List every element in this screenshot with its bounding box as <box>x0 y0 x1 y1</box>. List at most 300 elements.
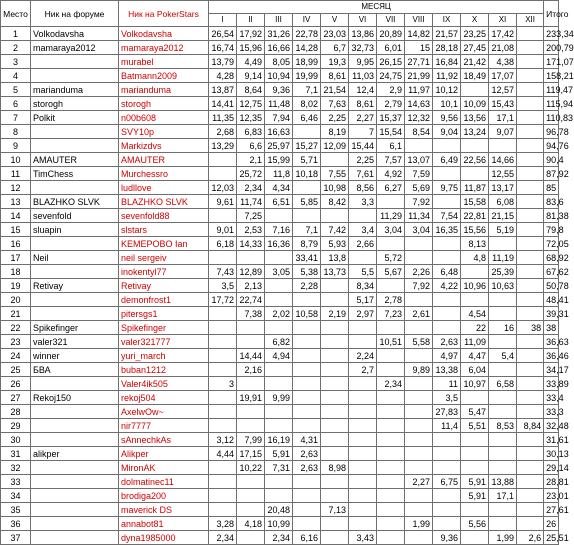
month-value-cell: 9,36 <box>265 83 293 97</box>
month-value-cell <box>237 377 265 391</box>
month-value-cell <box>209 503 237 517</box>
month-value-cell: 15,37 <box>377 111 405 125</box>
month-value-cell <box>405 321 433 335</box>
month-value-cell <box>209 307 237 321</box>
forum-nick-cell: BLAZHKO SLVK <box>31 195 119 209</box>
table-row <box>1 279 559 293</box>
table-row <box>1 209 559 223</box>
month-value-cell <box>405 405 433 419</box>
month-value-cell: 12,32 <box>405 111 433 125</box>
forum-nick-cell: Rekoj150 <box>31 391 119 405</box>
month-value-cell: 7,16 <box>265 223 293 237</box>
place-cell: 3 <box>1 55 31 69</box>
month-value-cell <box>321 405 349 419</box>
month-value-cell: 11,35 <box>209 111 237 125</box>
pokerstars-nick-cell: Alikper <box>119 447 209 461</box>
month-value-cell: 9,95 <box>349 55 377 69</box>
month-value-cell <box>265 209 293 223</box>
month-value-cell <box>461 447 489 461</box>
month-value-cell: 11,19 <box>489 251 517 265</box>
total-cell: 39,31 <box>544 307 559 321</box>
pokerstars-nick-cell: murabel <box>119 55 209 69</box>
month-value-cell: 2,63 <box>293 461 321 475</box>
table-row <box>1 83 559 97</box>
pokerstars-nick-cell: n00b608 <box>119 111 209 125</box>
month-value-cell: 7,63 <box>321 97 349 111</box>
pokerstars-nick-cell: valer321777 <box>119 335 209 349</box>
month-value-cell: 4,38 <box>489 55 517 69</box>
pokerstars-nick-cell: Batmann2009 <box>119 69 209 83</box>
month-value-cell <box>433 503 461 517</box>
month-value-cell: 9,89 <box>405 363 433 377</box>
month-value-cell <box>377 405 405 419</box>
forum-nick-cell <box>31 265 119 279</box>
month-value-cell: 13,56 <box>461 111 489 125</box>
month-value-cell <box>321 377 349 391</box>
month-value-cell <box>265 251 293 265</box>
month-value-cell: 11,4 <box>433 419 461 433</box>
table-row <box>1 489 559 503</box>
month-value-cell <box>237 531 265 545</box>
month-value-cell: 5,91 <box>461 489 489 503</box>
month-value-cell <box>265 489 293 503</box>
month-value-cell <box>293 377 321 391</box>
month-value-cell: 21,99 <box>405 69 433 83</box>
month-value-cell: 15,99 <box>265 153 293 167</box>
pokerstars-nick-cell: yuri_march <box>119 349 209 363</box>
month-value-cell: 16,36 <box>265 237 293 251</box>
place-cell: 31 <box>1 447 31 461</box>
month-value-cell <box>209 335 237 349</box>
month-value-cell <box>377 433 405 447</box>
month-value-cell <box>293 419 321 433</box>
month-value-cell <box>517 41 544 55</box>
table-row <box>1 475 559 489</box>
pokerstars-nick-cell: MironAK <box>119 461 209 475</box>
table-row <box>1 265 559 279</box>
month-value-cell <box>461 293 489 307</box>
pokerstars-nick-cell: rekoj504 <box>119 391 209 405</box>
month-value-cell: 17,72 <box>209 293 237 307</box>
pokerstars-nick-cell: KEMEPOBO Ian <box>119 237 209 251</box>
month-value-cell: 6,46 <box>293 111 321 125</box>
month-value-cell: 10,94 <box>265 69 293 83</box>
month-value-cell <box>321 433 349 447</box>
month-value-cell <box>517 167 544 181</box>
month-value-cell: 13,8 <box>321 251 349 265</box>
month-value-cell: 2,34 <box>209 531 237 545</box>
month-value-cell <box>517 153 544 167</box>
month-value-cell: 31,26 <box>265 27 293 41</box>
month-value-cell: 5,91 <box>461 475 489 489</box>
month-value-cell: 11,92 <box>433 69 461 83</box>
month-value-cell: 9,01 <box>209 223 237 237</box>
month-value-cell: 4,94 <box>265 349 293 363</box>
pokerstars-nick-cell: Volkodavsha <box>119 27 209 41</box>
table-row <box>1 237 559 251</box>
month-value-cell <box>209 251 237 265</box>
month-value-cell: 14,63 <box>405 97 433 111</box>
month-value-cell <box>293 391 321 405</box>
total-cell: 30,13 <box>544 447 559 461</box>
month-value-cell <box>349 335 377 349</box>
month-value-cell <box>209 153 237 167</box>
month-value-cell: 5,17 <box>349 293 377 307</box>
month-value-cell <box>405 349 433 363</box>
place-cell: 9 <box>1 139 31 153</box>
month-value-cell: 21,08 <box>489 41 517 55</box>
month-value-cell <box>293 349 321 363</box>
month-value-cell: 32,73 <box>349 41 377 55</box>
month-value-cell <box>433 195 461 209</box>
month-value-cell <box>489 461 517 475</box>
month-value-cell: 16,63 <box>265 125 293 139</box>
header-month-11: XI <box>489 14 517 27</box>
month-value-cell: 2,78 <box>377 293 405 307</box>
month-value-cell <box>405 531 433 545</box>
month-value-cell: 6,49 <box>433 153 461 167</box>
place-cell: 6 <box>1 97 31 111</box>
forum-nick-cell: Volkodavsha <box>31 27 119 41</box>
total-cell: 32,48 <box>544 419 559 433</box>
pokerstars-nick-cell: annabot81 <box>119 517 209 531</box>
place-cell: 21 <box>1 307 31 321</box>
month-value-cell: 16,35 <box>433 223 461 237</box>
month-value-cell: 13,73 <box>321 265 349 279</box>
forum-nick-cell <box>31 475 119 489</box>
place-cell: 7 <box>1 111 31 125</box>
month-value-cell <box>209 349 237 363</box>
place-cell: 14 <box>1 209 31 223</box>
table-row <box>1 111 559 125</box>
month-value-cell: 3,3 <box>349 195 377 209</box>
month-value-cell: 9,04 <box>433 125 461 139</box>
month-value-cell <box>321 447 349 461</box>
month-value-cell <box>377 503 405 517</box>
month-value-cell: 4,92 <box>377 167 405 181</box>
month-value-cell <box>293 475 321 489</box>
place-cell: 29 <box>1 419 31 433</box>
month-value-cell <box>377 419 405 433</box>
month-value-cell: 6,7 <box>321 41 349 55</box>
month-value-cell: 5,5 <box>349 265 377 279</box>
pokerstars-nick-cell: AMAUTER <box>119 153 209 167</box>
month-value-cell: 10,12 <box>433 83 461 97</box>
month-value-cell: 19,3 <box>321 55 349 69</box>
total-cell: 26 <box>544 517 559 531</box>
place-cell: 24 <box>1 349 31 363</box>
place-cell: 17 <box>1 251 31 265</box>
month-value-cell: 5,38 <box>293 265 321 279</box>
month-value-cell <box>461 433 489 447</box>
total-cell: 67,62 <box>544 265 559 279</box>
header-month: МЕСЯЦ <box>209 1 544 14</box>
month-value-cell <box>265 293 293 307</box>
month-value-cell: 9,75 <box>433 181 461 195</box>
month-value-cell: 16 <box>489 321 517 335</box>
place-cell: 28 <box>1 405 31 419</box>
month-value-cell: 6,04 <box>461 363 489 377</box>
month-value-cell <box>349 377 377 391</box>
month-value-cell: 8,05 <box>265 55 293 69</box>
pokerstars-nick-cell: sevenfold88 <box>119 209 209 223</box>
place-cell: 18 <box>1 265 31 279</box>
forum-nick-cell <box>31 433 119 447</box>
month-value-cell: 16,84 <box>433 55 461 69</box>
forum-nick-cell <box>31 307 119 321</box>
place-cell: 1 <box>1 27 31 41</box>
month-value-cell: 23,25 <box>461 27 489 41</box>
table-row <box>1 27 559 41</box>
month-value-cell <box>237 335 265 349</box>
header-ps-nick: Ник на PokerStars <box>119 1 209 27</box>
month-value-cell <box>321 349 349 363</box>
forum-nick-cell <box>31 125 119 139</box>
month-value-cell <box>237 475 265 489</box>
header-month-2: II <box>237 14 265 27</box>
total-cell: 87,92 <box>544 167 559 181</box>
month-value-cell: 17,1 <box>489 489 517 503</box>
header-month-5: V <box>321 14 349 27</box>
month-value-cell <box>517 335 544 349</box>
month-value-cell: 10,09 <box>461 97 489 111</box>
month-value-cell <box>321 489 349 503</box>
forum-nick-cell <box>31 237 119 251</box>
place-cell: 13 <box>1 195 31 209</box>
pokerstars-nick-cell: brodiga200 <box>119 489 209 503</box>
forum-nick-cell: sluapin <box>31 223 119 237</box>
month-value-cell <box>321 363 349 377</box>
table-row <box>1 447 559 461</box>
place-cell: 32 <box>1 461 31 475</box>
total-cell: 33,3 <box>544 405 559 419</box>
month-value-cell: 8,53 <box>489 419 517 433</box>
month-value-cell <box>517 223 544 237</box>
month-value-cell: 4,8 <box>461 251 489 265</box>
month-value-cell <box>293 517 321 531</box>
month-value-cell <box>433 139 461 153</box>
month-value-cell: 10,18 <box>293 167 321 181</box>
month-value-cell: 10,58 <box>293 307 321 321</box>
month-value-cell <box>377 349 405 363</box>
forum-nick-cell <box>31 503 119 517</box>
pokerstars-nick-cell: neil sergeiv <box>119 251 209 265</box>
month-value-cell: 3,04 <box>377 223 405 237</box>
table-row <box>1 41 559 55</box>
pokerstars-nick-cell: BLAZHKO SLVK <box>119 195 209 209</box>
month-value-cell: 2,97 <box>349 307 377 321</box>
month-value-cell <box>517 83 544 97</box>
month-value-cell: 7,55 <box>321 167 349 181</box>
month-value-cell <box>349 461 377 475</box>
month-value-cell: 25,39 <box>489 265 517 279</box>
pokerstars-nick-cell: ludllove <box>119 181 209 195</box>
month-value-cell: 6,27 <box>377 181 405 195</box>
pokerstars-nick-cell: nir7777 <box>119 419 209 433</box>
month-value-cell: 15,56 <box>461 223 489 237</box>
month-value-cell: 5,56 <box>461 517 489 531</box>
month-value-cell: 16,66 <box>265 41 293 55</box>
month-value-cell <box>321 419 349 433</box>
total-cell: 83,6 <box>544 195 559 209</box>
table-row <box>1 181 559 195</box>
month-value-cell <box>209 391 237 405</box>
place-cell: 26 <box>1 377 31 391</box>
month-value-cell <box>349 405 377 419</box>
month-value-cell <box>265 279 293 293</box>
month-value-cell <box>405 447 433 461</box>
month-value-cell <box>209 363 237 377</box>
month-value-cell: 7,31 <box>265 461 293 475</box>
forum-nick-cell <box>31 139 119 153</box>
month-value-cell <box>517 405 544 419</box>
total-cell: 200,79 <box>544 41 559 55</box>
month-value-cell: 15 <box>405 41 433 55</box>
pokerstars-nick-cell: dolmatinec11 <box>119 475 209 489</box>
pokerstars-nick-cell: Markizdvs <box>119 139 209 153</box>
month-value-cell: 13,88 <box>489 475 517 489</box>
month-value-cell <box>349 391 377 405</box>
month-value-cell <box>293 363 321 377</box>
pokerstars-nick-cell: Murchessro <box>119 167 209 181</box>
month-value-cell <box>377 237 405 251</box>
month-value-cell <box>489 503 517 517</box>
place-cell: 12 <box>1 181 31 195</box>
month-value-cell: 17,15 <box>237 447 265 461</box>
month-value-cell <box>433 251 461 265</box>
month-value-cell: 10,1 <box>433 97 461 111</box>
month-value-cell: 9,61 <box>209 195 237 209</box>
month-value-cell: 10,51 <box>377 335 405 349</box>
month-value-cell: 27,71 <box>405 55 433 69</box>
month-value-cell <box>349 447 377 461</box>
forum-nick-cell <box>31 531 119 545</box>
month-value-cell <box>237 251 265 265</box>
table-row <box>1 363 559 377</box>
month-value-cell: 19,99 <box>293 69 321 83</box>
month-value-cell: 2,25 <box>349 153 377 167</box>
month-value-cell: 3,12 <box>209 433 237 447</box>
month-value-cell: 3,28 <box>209 517 237 531</box>
month-value-cell: 2,34 <box>265 531 293 545</box>
month-value-cell: 11,87 <box>461 181 489 195</box>
place-cell: 4 <box>1 69 31 83</box>
total-cell: 79,8 <box>544 223 559 237</box>
month-value-cell <box>489 517 517 531</box>
month-value-cell: 38 <box>517 321 544 335</box>
month-value-cell <box>321 209 349 223</box>
month-value-cell <box>321 279 349 293</box>
month-value-cell: 20,48 <box>265 503 293 517</box>
month-value-cell <box>209 461 237 475</box>
total-cell: 33,4 <box>544 391 559 405</box>
forum-nick-cell <box>31 405 119 419</box>
month-value-cell: 4,54 <box>461 307 489 321</box>
month-value-cell <box>489 293 517 307</box>
month-value-cell: 18,99 <box>293 55 321 69</box>
month-value-cell: 8,56 <box>349 181 377 195</box>
month-value-cell <box>433 307 461 321</box>
month-value-cell: 7,92 <box>405 279 433 293</box>
month-value-cell <box>293 209 321 223</box>
month-value-cell: 7,38 <box>237 307 265 321</box>
forum-nick-cell <box>31 293 119 307</box>
month-value-cell <box>237 321 265 335</box>
month-value-cell: 8,79 <box>293 237 321 251</box>
header-month-7: VII <box>377 14 405 27</box>
table-body <box>1 27 574 545</box>
month-value-cell <box>405 293 433 307</box>
month-value-cell: 27,83 <box>433 405 461 419</box>
month-value-cell: 15,27 <box>293 139 321 153</box>
month-value-cell: 7,1 <box>293 223 321 237</box>
month-value-cell: 22,74 <box>237 293 265 307</box>
total-cell: 36,46 <box>544 349 559 363</box>
month-value-cell <box>237 489 265 503</box>
place-cell: 35 <box>1 503 31 517</box>
month-value-cell: 16,74 <box>209 41 237 55</box>
month-value-cell: 7,42 <box>321 223 349 237</box>
place-cell: 2 <box>1 41 31 55</box>
month-value-cell <box>293 321 321 335</box>
month-value-cell: 6,83 <box>237 125 265 139</box>
month-value-cell: 21,15 <box>489 209 517 223</box>
month-value-cell <box>377 531 405 545</box>
place-cell: 20 <box>1 293 31 307</box>
month-value-cell: 15,44 <box>349 139 377 153</box>
month-value-cell: 7,99 <box>237 433 265 447</box>
table-row <box>1 517 559 531</box>
month-value-cell <box>517 181 544 195</box>
month-value-cell <box>517 461 544 475</box>
table-row <box>1 405 559 419</box>
month-value-cell: 6,16 <box>293 531 321 545</box>
place-cell: 19 <box>1 279 31 293</box>
month-value-cell: 4,22 <box>433 279 461 293</box>
month-value-cell: 7,13 <box>321 503 349 517</box>
month-value-cell: 10,99 <box>265 517 293 531</box>
month-value-cell: 2,27 <box>349 111 377 125</box>
month-value-cell: 7,94 <box>265 111 293 125</box>
table-row <box>1 419 559 433</box>
forum-nick-cell <box>31 517 119 531</box>
month-value-cell <box>321 531 349 545</box>
month-value-cell <box>405 461 433 475</box>
month-value-cell: 22 <box>461 321 489 335</box>
month-value-cell: 7,1 <box>293 83 321 97</box>
pokerstars-nick-cell: marianduma <box>119 83 209 97</box>
total-cell: 110,83 <box>544 111 559 125</box>
month-value-cell: 5,85 <box>293 195 321 209</box>
forum-nick-cell: marianduma <box>31 83 119 97</box>
month-value-cell: 4,31 <box>293 433 321 447</box>
pokerstars-nick-cell: dyna1985000 <box>119 531 209 545</box>
month-value-cell: 6,82 <box>265 335 293 349</box>
month-value-cell: 14,44 <box>237 349 265 363</box>
header-month-4: IV <box>293 14 321 27</box>
table-row <box>1 251 559 265</box>
month-value-cell <box>517 391 544 405</box>
month-value-cell: 15,43 <box>489 97 517 111</box>
month-value-cell <box>237 503 265 517</box>
month-value-cell <box>265 363 293 377</box>
table-row <box>1 139 559 153</box>
month-value-cell: 3,05 <box>265 265 293 279</box>
month-value-cell: 7,59 <box>405 167 433 181</box>
total-cell: 33,89 <box>544 377 559 391</box>
table-header <box>1 1 569 27</box>
header-forum-nick: Ник на форуме <box>31 1 119 27</box>
